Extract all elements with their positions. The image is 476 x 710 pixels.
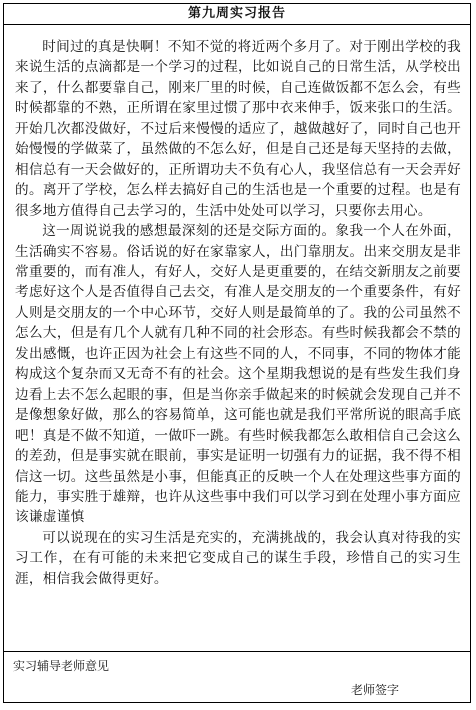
report-table [3,3,471,703]
report-paragraph: 可以说现在的实习生活是充实的，充满挑战的，我会认真对待我的实习工作，在有可能的未来把它变成自己的谋生手段，珍惜自己的实习生涯，相信我会做得更好。 [15,529,461,587]
advisor-opinion-section [4,652,470,702]
report-body [4,25,470,652]
report-paragraph: 时间过的真是快啊！不知不觉的将近两个多月了。对于刚出学校的我来说生活的点滴都是一个学习的过程，比如说自己的日常生活，从学校出来了，什么都要靠自己，刚来厂里的时候，自己连做饭都不怎么会，有些时候都靠的不熟，正所谓在家里过惯了那中衣来伸手，饭来张口的生活。开始几次都没做好，不过后来慢慢的适应了，越做越好了，同时自己也开始慢慢的学做菜了，虽然做的不怎么好，但是自己还是每天坚持的去做，相信总有一天会做好的，正所谓功夫不负有心人，我坚信总有一天会弄好的。离开了学校，怎么样去搞好自己的生活也是一个重要的过程。也是有很多地方值得自己去学习的，生活中处处可以学习，只要你去用心。 [15,39,461,219]
advisor-opinion-label: 实习辅导老师意见 [13,659,110,673]
report-paragraph: 这一周说说我的感想最深刻的还是交际方面的。象我一个人在外面，生活确实不容易。俗话说的好在家靠家人，出门靠朋友。出来交朋友是非常重要的，而有准人，有好人，交好人是更重要的，在结交新朋友之前要考虑好这个人是否值得自己去交，有准人是交朋友的一个重要条件，有好人则是交朋友的一个中心环节，交好人则是最简单的了。我的公司虽然不怎么大，但是有几个人就有几种不同的社会形态。有些时候我都会不禁的发出感慨，也许正因为社会上有这些不同的人，不同事，不同的物体才能构成这个复杂而又无奇不有的社会。这个星期我想说的是有些发生我们身边看上去不怎么起眼的事，但是当你亲手做起来的时候就会发现自己并不是像想象好做，那么的容易简单，这可能也就是我们平常所说的眼高手底吧！真是不做不知道，一做吓一跳。有些时候我都怎么敢相信自己会这么的差劲，但是事实就在眼前，事实是证明一切强有力的证据，我不得不相信这一切。这些虽然是小事，但能真正的反映一个人在处理这些事方面的能力，事实胜于雄辩，也许从这些事中我们可以学习到在处理小事方面应该谦虚谨慎 [15,223,461,526]
teacher-signature-label: 老师签字 [351,683,400,697]
report-title: 第九周实习报告 [4,4,470,25]
